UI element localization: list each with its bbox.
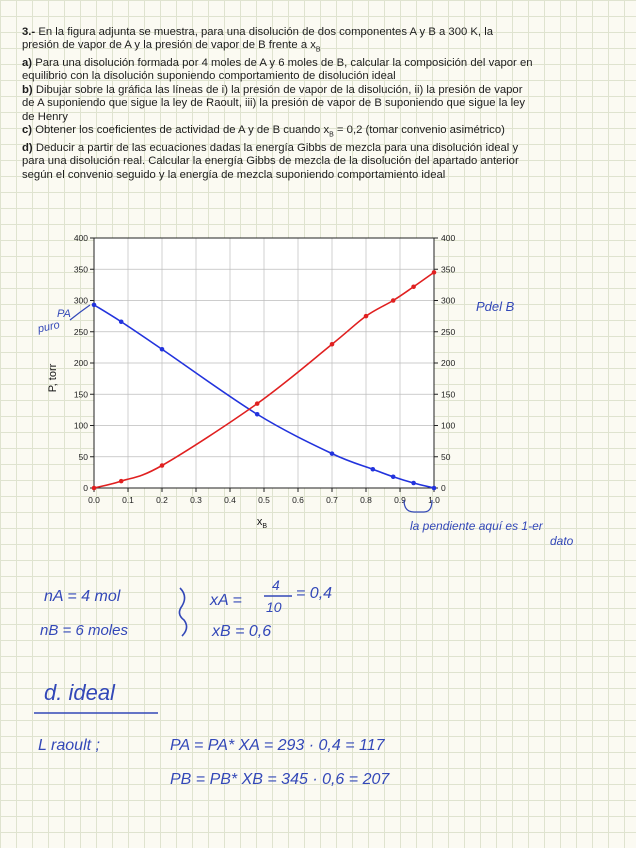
y-tick-label-right: 300 [441, 295, 456, 306]
xa-den: 10 [266, 599, 282, 615]
x-tick-label: 0.0 [88, 495, 100, 505]
data-point-p-b [391, 298, 396, 303]
plot-grid [94, 238, 434, 488]
problem-intro: 3.- En la figura adjunta se muestra, para una disolución de dos componentes A y B a 300 K, la presión de vapor de A y la presión de vapor de B frente a $x_B$ [22, 26, 494, 54]
y-tick-label-right: 0 [441, 483, 446, 493]
y-tick-label-left: 150 [73, 389, 88, 400]
y-tick-label-left: 0 [83, 483, 88, 493]
x-tick-label: 0.1 [122, 495, 134, 505]
brace [179, 588, 186, 636]
data-point-p-a [92, 303, 97, 308]
data-point-p-b [119, 479, 124, 484]
data-point-p-b [411, 284, 416, 289]
data-point-p-a [391, 474, 396, 479]
slope-note-line1: la pendiente aquí es 1-er [410, 519, 543, 533]
ideal-heading: d. ideal [44, 680, 115, 705]
data-point-p-a [371, 467, 376, 472]
data-point-p-a [432, 486, 437, 491]
problem-statement [22, 26, 602, 182]
y-tick-label-right: 50 [441, 451, 451, 462]
pa-equation: PA = PA* XA = 293 · 0,4 = 117 [170, 737, 385, 754]
x-tick-label: 0.5 [258, 495, 270, 505]
data-point-p-b [160, 463, 165, 468]
x-tick-label: 0.7 [326, 495, 338, 505]
y-tick-label-left: 350 [73, 264, 88, 275]
y-tick-label-right: 350 [441, 264, 456, 275]
y-tick-label-right: 400 [441, 233, 456, 243]
data-point-p-a [160, 347, 165, 352]
data-point-p-a [330, 451, 335, 456]
data-point-p-b [255, 401, 260, 406]
x-tick-label: 0.6 [292, 495, 304, 505]
x-tick-label: 0.3 [190, 495, 202, 505]
xa-lhs: xA = [210, 592, 242, 609]
x-tick-label: 0.4 [224, 495, 236, 505]
slope-note-line2: dato [550, 534, 574, 548]
nb-line: nB = 6 moles [40, 622, 128, 639]
y-axis-label: P, torr [47, 363, 59, 393]
raoult-label: L raoult ; [38, 737, 100, 754]
slope-bracket [404, 500, 432, 512]
data-point-p-a [119, 319, 124, 324]
x-tick-label: 0.8 [360, 495, 372, 505]
pdel-b-label: Pdel B [476, 299, 515, 314]
y-tick-label-left: 300 [73, 295, 88, 306]
xb-line: xB = 0,6 [212, 623, 272, 640]
x-tick-label: 0.9 [394, 495, 406, 505]
series-line-p-b [94, 272, 434, 488]
x-axis-label: $x_B$ [256, 516, 268, 530]
xa-rhs: = 0,4 [296, 585, 333, 602]
y-tick-label-right: 100 [441, 420, 456, 431]
data-point-p-b [364, 314, 369, 319]
data-point-p-a [255, 412, 260, 417]
chart-annotations [36, 299, 574, 548]
xa-num: 4 [272, 577, 280, 593]
plot-frame [94, 238, 434, 488]
part-a: a) Para una disolución formada por 4 moles de A y 6 moles de B, calcular la composición del vapor en equilibrio con la disolución suponiendo comportamiento de disolución ideal [22, 57, 533, 83]
y-tick-label-left: 200 [73, 358, 88, 368]
data-point-p-b [330, 342, 335, 347]
puro-label: puro [36, 319, 61, 336]
plot-background [94, 238, 434, 488]
data-series [92, 270, 437, 490]
y-tick-label-left: 400 [73, 233, 88, 243]
series-line-p-a [94, 305, 434, 488]
na-line: nA = 4 mol [44, 588, 121, 605]
axis-ticks [74, 233, 456, 505]
data-point-p-b [432, 270, 437, 275]
y-tick-label-right: 200 [441, 358, 456, 368]
y-tick-label-right: 150 [441, 389, 456, 400]
y-tick-label-right: 250 [441, 326, 456, 337]
x-tick-label: 0.2 [156, 495, 168, 505]
data-point-p-a [411, 481, 416, 486]
y-tick-label-left: 100 [73, 420, 88, 431]
data-point-p-b [92, 486, 97, 491]
problem-number: 3.- [22, 26, 36, 38]
y-tick-label-left: 250 [73, 326, 88, 337]
puro-arrow [70, 305, 90, 320]
pb-equation: PB = PB* XB = 345 · 0,6 = 207 [170, 771, 390, 788]
part-c: c) Obtener los coeficientes de actividad de A y de B cuando $x_B = 0,2$ (tomar convenio asimétrico) [22, 124, 505, 139]
part-b: b) Dibujar sobre la gráfica las líneas de i) la presión de vapor de la disolución, ii) la presión de vapor de A suponiendo que sigue la ley de Raoult, iii) la presión de vapor de B suponiendo que sigue la ley de Henry [22, 83, 526, 123]
part-d: d) Deducir a partir de las ecuaciones dadas la energía Gibbs de mezcla para una disolución ideal y para una disolución real. Calcular la energía Gibbs de mezcla de la disolución del apartado anterior según el convenio seguido y la energía de mezcla suponiendo comportamiento ideal [22, 141, 519, 181]
pa-label: PA [57, 308, 71, 320]
y-tick-label-left: 50 [78, 451, 88, 462]
x-tick-label: 1.0 [428, 495, 440, 505]
handwritten-work [34, 577, 390, 788]
